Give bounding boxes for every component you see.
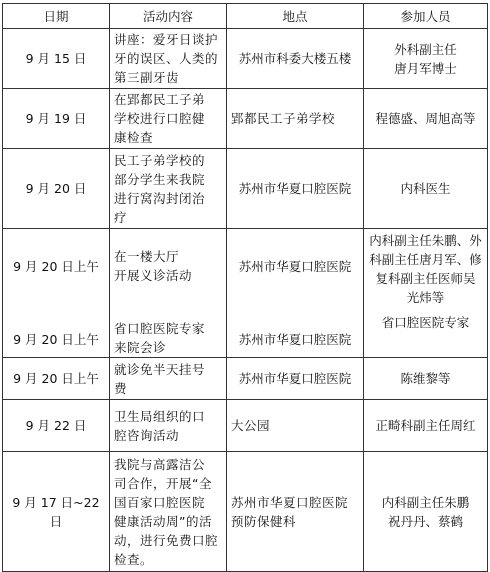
date-cell: 9 月 15 日 [3, 29, 110, 89]
content-cell: 讲座：爱牙日谈护 牙的误区、人类的 第三副牙齿 [110, 29, 227, 89]
table-row [3, 89, 488, 149]
date-cell: 9 月 20 日上午 [3, 358, 110, 400]
date-cell: 9 月 17 日~22 日 [3, 452, 110, 572]
people-cell: 内科副主任朱鹏 祝丹丹、蔡鹤 [364, 452, 488, 572]
location-cell: 大公园 [227, 400, 364, 452]
activity-table [2, 3, 488, 572]
header-people: 参加人员 [364, 4, 488, 29]
location-cell: 苏州市华夏口腔医院 预防保健科 [227, 452, 364, 572]
content-cell: 在一楼大厅 开展义诊活动 省口腔医院专家 来院会诊 [110, 229, 227, 358]
date-cell: 9 月 19 日 [3, 89, 110, 149]
content-cell: 我院与高露洁公 司合作，开展“全 国百家口腔医院 健康活动周”的活 动，进行免费口腔 检查。 [110, 452, 227, 572]
people-cell: 内科副主任朱鹏、外 科副主任唐月军、修 复科副主任医师吴 光炜等 省口腔医院专家 [364, 229, 488, 358]
header-content: 活动内容 [110, 4, 227, 29]
content-cell: 卫生局组织的口 腔咨询活动 [110, 400, 227, 452]
table-row [3, 229, 488, 358]
location-cell: 苏州市华夏口腔医院 [227, 358, 364, 400]
people-cell: 正畸科副主任周红 [364, 400, 488, 452]
people-cell: 外科副主任 唐月军博士 [364, 29, 488, 89]
table-row [3, 29, 488, 89]
date-cell [3, 229, 110, 358]
header-date: 日期 [3, 4, 110, 29]
location-cell: 苏州市华夏口腔医院 [227, 149, 364, 229]
date-entry: 9 月 20 日上午 [13, 259, 99, 274]
date-cell: 9 月 20 日 [3, 149, 110, 229]
location-cell: 苏州市科委大楼五楼 [227, 29, 364, 89]
content-cell: 就诊免半天挂号 费 [110, 358, 227, 400]
people-cell: 陈维黎等 [364, 358, 488, 400]
table-row [3, 400, 488, 452]
date-cell: 9 月 22 日 [3, 400, 110, 452]
content-cell: 民工子弟学校的 部分学生来我院 进行窝沟封闭治 疗 [110, 149, 227, 229]
header-location: 地点 [227, 4, 364, 29]
table-row [3, 452, 488, 572]
location-cell: 苏州市华夏口腔医院 苏州市华夏口腔医院 [227, 229, 364, 358]
people-cell: 内科医生 [364, 149, 488, 229]
table-row [3, 358, 488, 400]
date-entry: 9 月 20 日上午 [13, 332, 99, 347]
location-cell: 郢都民工子弟学校 [227, 89, 364, 149]
table-row [3, 149, 488, 229]
people-cell: 程德盛、周旭高等 [364, 89, 488, 149]
table-header-row [3, 4, 488, 29]
content-cell: 在郢都民工子弟 学校进行口腔健 康检查 [110, 89, 227, 149]
